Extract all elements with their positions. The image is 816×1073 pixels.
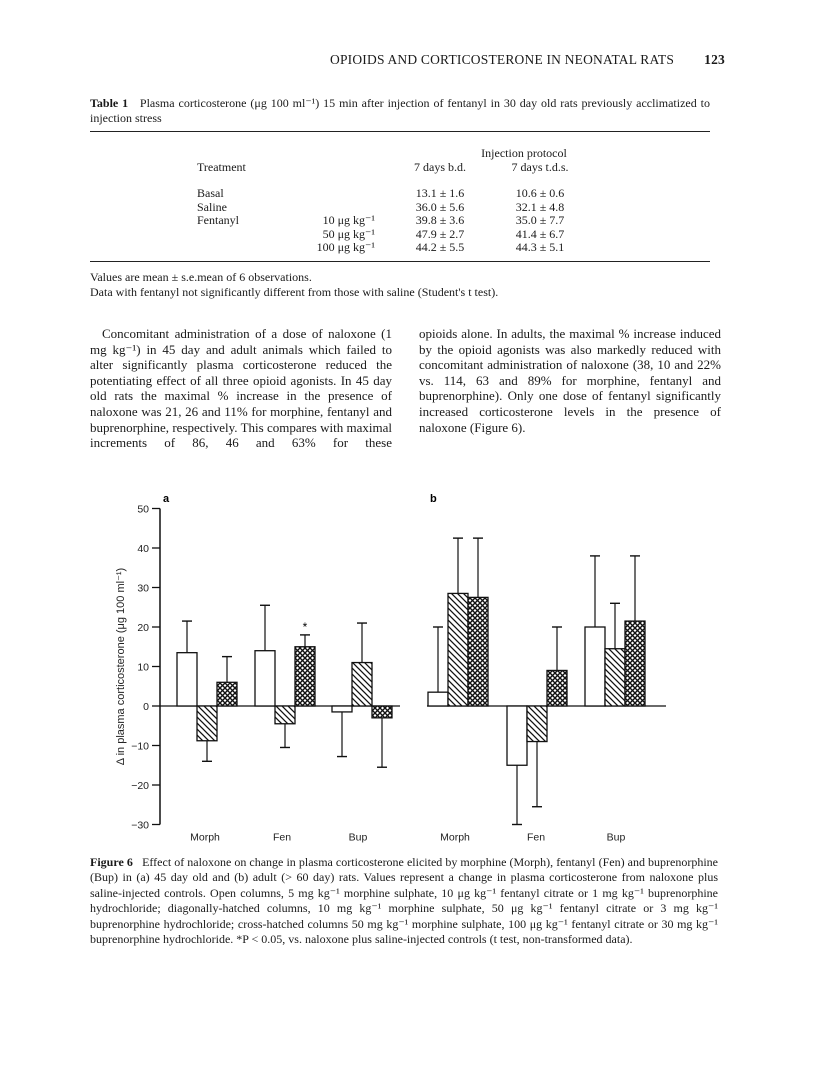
table-cell-tds: 10.6 ± 0.6 bbox=[515, 186, 565, 200]
table-bottom-rule bbox=[90, 261, 710, 262]
bar-open bbox=[428, 692, 448, 706]
body-left-column bbox=[90, 326, 392, 451]
panel-label: b bbox=[430, 493, 437, 505]
y-tick-label: 0 bbox=[143, 701, 149, 713]
bar-open bbox=[177, 653, 197, 706]
bar-cross bbox=[468, 597, 488, 706]
table-header-treatment: Treatment bbox=[197, 160, 246, 174]
y-tick-label: 40 bbox=[137, 543, 149, 555]
table-cell-bd: 13.1 ± 1.6 bbox=[415, 186, 465, 200]
table-cell-treatment: Saline bbox=[197, 199, 227, 214]
body-paragraph: opioids alone. In adults, the maximal % increase induced by the opioid agonists was also markedly reduced with concomitant administration of naloxone (38, 10 and 22% vs. 114, 63 and 89% for morphine, fentanyl and buprenorphine). Only one dose of fentanyl significantly increased corticosterone levels in the presence of naloxone (Figure 6). bbox=[419, 326, 721, 435]
page-number: 123 bbox=[704, 52, 725, 67]
table-caption-text: Plasma corticosterone (μg 100 ml⁻¹) 15 min after injection of fentanyl in 30 day old rats previously acclimatized to injection stress bbox=[90, 96, 710, 125]
bar-diagonal bbox=[352, 663, 372, 706]
table-cell-bd: 47.9 ± 2.7 bbox=[415, 226, 465, 241]
category-label: Morph bbox=[440, 831, 470, 844]
y-axis-label: Δ in plasma corticosterone (μg 100 ml⁻¹) bbox=[115, 567, 127, 766]
table-cell-tds: 35.0 ± 7.7 bbox=[515, 213, 565, 228]
table-header-bd: 7 days b.d. bbox=[414, 160, 466, 174]
category-label: Bup bbox=[348, 831, 368, 844]
table-cell-treatment: Basal bbox=[197, 186, 224, 200]
category-label: Fen bbox=[272, 831, 292, 844]
bar-diagonal bbox=[527, 706, 547, 742]
y-tick-label: 30 bbox=[137, 582, 149, 595]
bar-cross bbox=[295, 647, 315, 706]
bar-cross bbox=[547, 670, 567, 706]
figure-6 bbox=[100, 488, 720, 853]
bar-cross bbox=[625, 621, 645, 706]
bar-diagonal bbox=[275, 706, 295, 724]
table-note: Values are mean ± s.e.mean of 6 observations. bbox=[90, 270, 312, 284]
table-cell-bd: 44.2 ± 5.5 bbox=[415, 240, 465, 255]
significance-marker: * bbox=[302, 619, 308, 634]
table-note: Data with fentanyl not significantly different from those with saline (Student's t test). bbox=[90, 285, 499, 299]
table-cell-bd: 36.0 ± 5.6 bbox=[415, 199, 465, 214]
bar-cross bbox=[217, 682, 237, 706]
table-cell-dose: 10 μg kg⁻¹ bbox=[322, 213, 375, 228]
y-tick-label: 50 bbox=[137, 503, 149, 516]
bar-open bbox=[255, 651, 275, 706]
body-right-column bbox=[419, 326, 721, 435]
bar-diagonal bbox=[448, 593, 468, 706]
figure-6-chart bbox=[100, 488, 720, 848]
bar-cross bbox=[372, 706, 392, 718]
figure-caption bbox=[90, 855, 718, 947]
table-notes bbox=[90, 270, 498, 300]
table-caption bbox=[90, 96, 710, 126]
table-cell-treatment: Fentanyl bbox=[197, 213, 239, 228]
table-cell-dose: 100 μg kg⁻¹ bbox=[316, 240, 375, 255]
category-label: Morph bbox=[190, 831, 220, 844]
table-group-header: Injection protocol bbox=[481, 146, 567, 160]
table-cell-dose: 50 μg kg⁻¹ bbox=[322, 226, 375, 241]
running-head-title: OPIOIDS AND CORTICOSTERONE IN NEONATAL RATS bbox=[330, 52, 675, 67]
category-label: Bup bbox=[606, 831, 626, 844]
y-tick-label: 20 bbox=[137, 622, 149, 634]
table-cell-bd: 39.8 ± 3.6 bbox=[415, 213, 465, 228]
figure-caption-text: Effect of naloxone on change in plasma corticosterone elicited by morphine (Morph), fentanyl (Fen) and buprenorphine (Bup) in (a) 45 day old and (b) adult (> 60 day) rats. Values represent a change in plasma corticosterone from naloxone plus saline-injected controls. Open columns, 5 mg kg⁻¹ morphine sulphate, 10 μg kg⁻¹ fentanyl citrate or 1 mg kg⁻¹ buprenorphine hydrochloride; diagonally-hatched columns, 10 mg kg⁻¹ morphine sulphate, 50 μg kg⁻¹ fentanyl citrate or 3 mg kg⁻¹ buprenorphine hydrochloride; cross-hatched columns 50 mg kg⁻¹ morphine sulphate, 100 μg kg⁻¹ fentanyl citrate or 30 mg kg⁻¹ buprenorphine hydrochloride. *P < 0.05, vs. naloxone plus saline-injected controls (t test, non-transformed data). bbox=[90, 855, 719, 947]
bar-open bbox=[507, 706, 527, 765]
table-header-tds: 7 days t.d.s. bbox=[511, 160, 569, 174]
bar-diagonal bbox=[197, 706, 217, 741]
y-tick-label: −30 bbox=[131, 819, 149, 832]
body-paragraph: Concomitant administration of a dose of naloxone (1 mg kg⁻¹) in 45 day and adult animals which failed to alter significantly plasma corticosterone reduced the potentiating effect of all three opioid agonists. In 45 day old rats the maximal % increase in the presence of naloxone was 21, 26 and 11% for morphine, fentanyl and buprenorphine, respectively. This compares with maximal increments of 86, 46 and 63% for these bbox=[90, 326, 392, 451]
table-cell-tds: 41.4 ± 6.7 bbox=[515, 226, 565, 241]
table-cell-tds: 32.1 ± 4.8 bbox=[515, 199, 565, 214]
table-cell-tds: 44.3 ± 5.1 bbox=[515, 240, 565, 255]
category-label: Fen bbox=[526, 831, 546, 844]
bar-diagonal bbox=[605, 649, 625, 706]
figure-label: Figure 6 bbox=[90, 855, 133, 869]
table-label: Table 1 bbox=[90, 96, 129, 110]
bar-open bbox=[332, 706, 352, 712]
y-tick-label: −20 bbox=[131, 780, 149, 792]
bar-open bbox=[585, 627, 605, 706]
table-top-rule bbox=[90, 131, 710, 132]
y-tick-label: −10 bbox=[131, 740, 149, 753]
panel-label: a bbox=[163, 493, 170, 505]
y-tick-label: 10 bbox=[137, 661, 149, 674]
